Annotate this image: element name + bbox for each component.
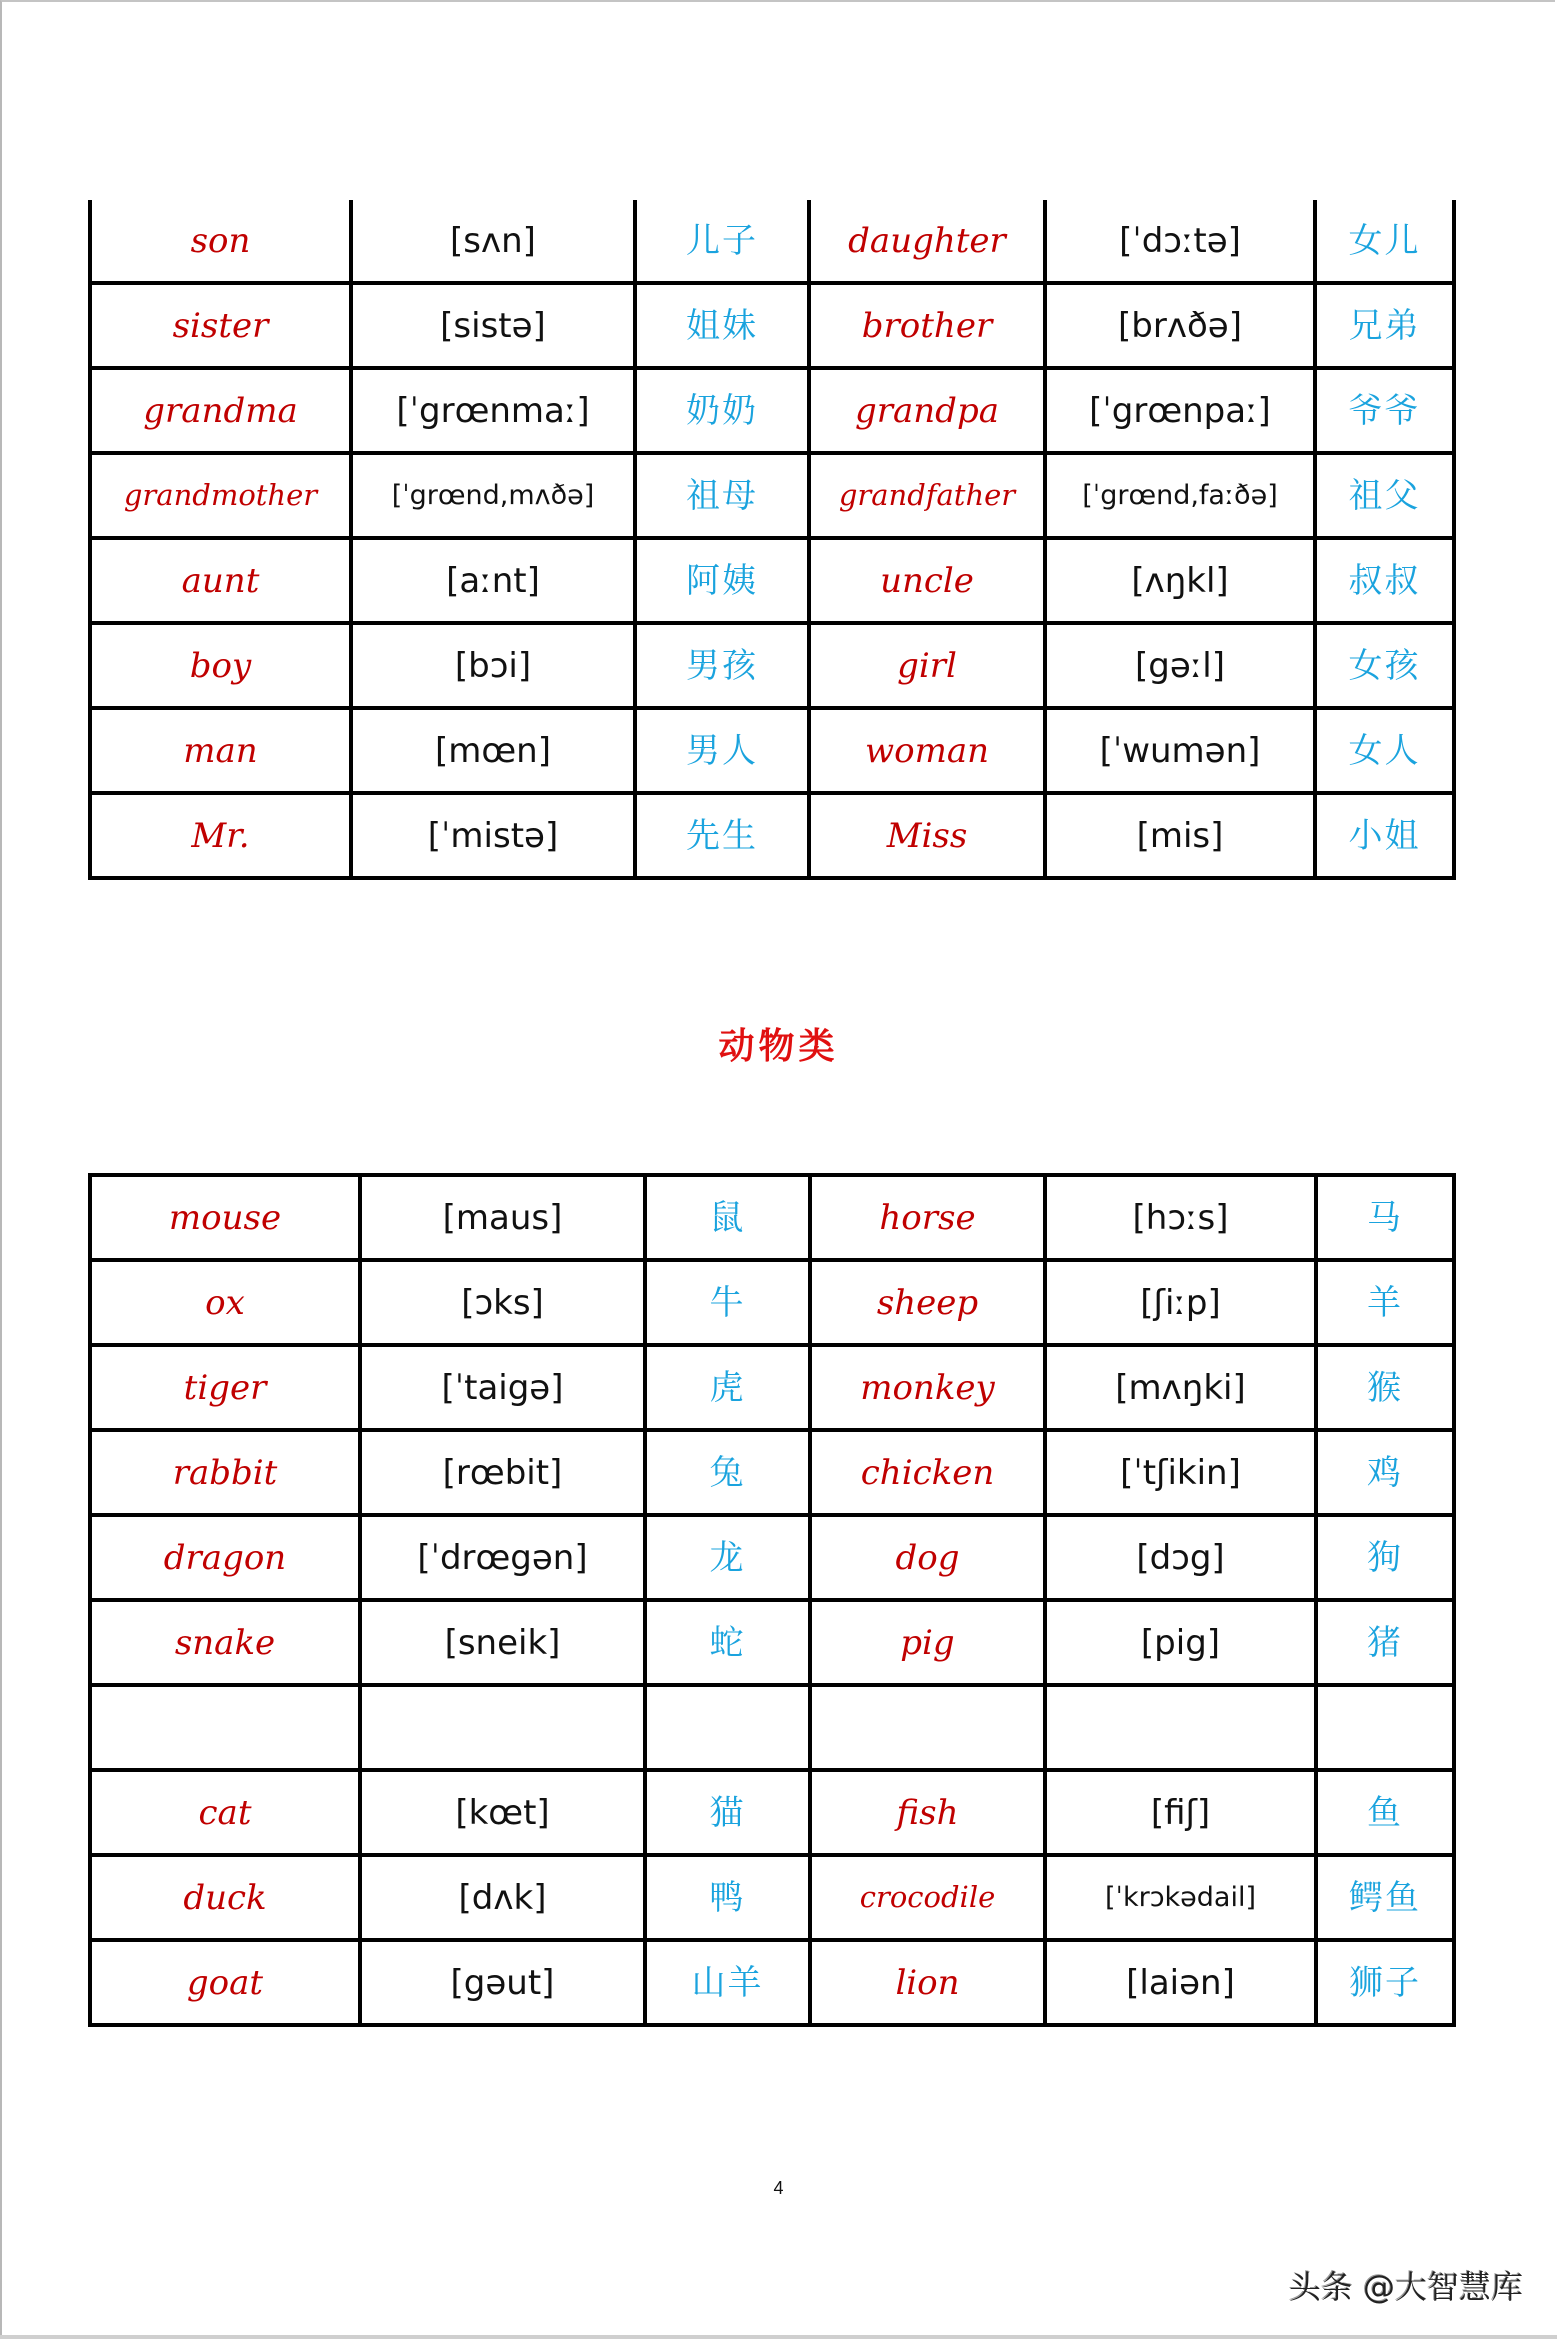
table-row xyxy=(90,1260,1454,1345)
phonetic: [ˈgrœnd,mʌðə] xyxy=(351,453,635,538)
phonetic: [maus] xyxy=(360,1175,645,1260)
phonetic: [mœn] xyxy=(351,708,635,793)
english-word: chicken xyxy=(810,1430,1045,1515)
table-row xyxy=(90,1770,1454,1855)
table-row-empty xyxy=(90,1685,1454,1770)
table-row xyxy=(90,538,1454,623)
english-word: dog xyxy=(810,1515,1045,1600)
english-word: fish xyxy=(810,1770,1045,1855)
phonetic: [rœbit] xyxy=(360,1430,645,1515)
table-row xyxy=(90,200,1454,283)
phonetic: [ˈdɔːtə] xyxy=(1045,200,1315,283)
bottom-edge xyxy=(0,2335,1557,2339)
phonetic: [ˈgrœnmaː] xyxy=(351,368,635,453)
chinese-meaning: 鸭 xyxy=(645,1855,810,1940)
chinese-meaning: 爷爷 xyxy=(1315,368,1454,453)
english-word xyxy=(810,1685,1045,1770)
english-word: ox xyxy=(90,1260,360,1345)
english-word: grandfather xyxy=(809,453,1045,538)
phonetic: [gəut] xyxy=(360,1940,645,2025)
chinese-meaning: 猫 xyxy=(645,1770,810,1855)
table-row xyxy=(90,283,1454,368)
phonetic: [kœt] xyxy=(360,1770,645,1855)
phonetic: [ˈtʃikin] xyxy=(1045,1430,1316,1515)
english-word: monkey xyxy=(810,1345,1045,1430)
english-word: sheep xyxy=(810,1260,1045,1345)
english-word: goat xyxy=(90,1940,360,2025)
table-row xyxy=(90,1430,1454,1515)
english-word: daughter xyxy=(809,200,1045,283)
section-title-animals: 动物类 xyxy=(718,1026,839,1067)
english-word: pig xyxy=(810,1600,1045,1685)
phonetic: [brʌðə] xyxy=(1045,283,1315,368)
chinese-meaning: 女人 xyxy=(1315,708,1454,793)
chinese-meaning: 男孩 xyxy=(635,623,809,708)
english-word: crocodile xyxy=(810,1855,1045,1940)
chinese-meaning: 女儿 xyxy=(1315,200,1454,283)
chinese-meaning: 小姐 xyxy=(1315,793,1454,878)
english-word: woman xyxy=(809,708,1045,793)
table-row xyxy=(90,1600,1454,1685)
phonetic: [mis] xyxy=(1045,793,1315,878)
english-word: horse xyxy=(810,1175,1045,1260)
chinese-meaning: 男人 xyxy=(635,708,809,793)
chinese-meaning: 猪 xyxy=(1316,1600,1454,1685)
phonetic: [fiʃ] xyxy=(1045,1770,1316,1855)
phonetic xyxy=(1045,1685,1316,1770)
chinese-meaning: 狮子 xyxy=(1316,1940,1454,2025)
phonetic: [ˈdrœgən] xyxy=(360,1515,645,1600)
phonetic: [gəːl] xyxy=(1045,623,1315,708)
chinese-meaning: 儿子 xyxy=(635,200,809,283)
phonetic: [dʌk] xyxy=(360,1855,645,1940)
english-word: grandpa xyxy=(809,368,1045,453)
table-row xyxy=(90,1855,1454,1940)
watermark: 头条 @大智慧库 xyxy=(1288,2268,1523,2306)
phonetic: [sneik] xyxy=(360,1600,645,1685)
english-word: grandma xyxy=(90,368,351,453)
chinese-meaning: 奶奶 xyxy=(635,368,809,453)
chinese-meaning: 姐妹 xyxy=(635,283,809,368)
chinese-meaning: 龙 xyxy=(645,1515,810,1600)
phonetic: [ʃiːp] xyxy=(1045,1260,1316,1345)
phonetic: [dɔg] xyxy=(1045,1515,1316,1600)
chinese-meaning xyxy=(645,1685,810,1770)
chinese-meaning: 阿姨 xyxy=(635,538,809,623)
phonetic: [aːnt] xyxy=(351,538,635,623)
chinese-meaning: 兄弟 xyxy=(1315,283,1454,368)
table-row xyxy=(90,1515,1454,1600)
family-vocabulary-table xyxy=(88,200,1456,880)
table-row xyxy=(90,453,1454,538)
phonetic: [ɔks] xyxy=(360,1260,645,1345)
english-word: brother xyxy=(809,283,1045,368)
english-word: dragon xyxy=(90,1515,360,1600)
english-word: rabbit xyxy=(90,1430,360,1515)
chinese-meaning xyxy=(1316,1685,1454,1770)
english-word: mouse xyxy=(90,1175,360,1260)
chinese-meaning: 叔叔 xyxy=(1315,538,1454,623)
chinese-meaning: 蛇 xyxy=(645,1600,810,1685)
english-word: girl xyxy=(809,623,1045,708)
phonetic: [ˈgrœnpaː] xyxy=(1045,368,1315,453)
english-word: son xyxy=(90,200,351,283)
table-row xyxy=(90,793,1454,878)
english-word: aunt xyxy=(90,538,351,623)
phonetic: [bɔi] xyxy=(351,623,635,708)
table-row xyxy=(90,623,1454,708)
phonetic: [sʌn] xyxy=(351,200,635,283)
english-word: tiger xyxy=(90,1345,360,1430)
phonetic: [ˈmistə] xyxy=(351,793,635,878)
table-row xyxy=(90,1940,1454,2025)
table-row xyxy=(90,1175,1454,1260)
animals-vocabulary-table xyxy=(88,1173,1456,2027)
chinese-meaning: 羊 xyxy=(1316,1260,1454,1345)
english-word: grandmother xyxy=(90,453,351,538)
chinese-meaning: 鱼 xyxy=(1316,1770,1454,1855)
chinese-meaning: 祖母 xyxy=(635,453,809,538)
english-word: uncle xyxy=(809,538,1045,623)
phonetic: [ˈwumən] xyxy=(1045,708,1315,793)
english-word xyxy=(90,1685,360,1770)
chinese-meaning: 狗 xyxy=(1316,1515,1454,1600)
english-word: lion xyxy=(810,1940,1045,2025)
phonetic: [mʌŋki] xyxy=(1045,1345,1316,1430)
english-word: sister xyxy=(90,283,351,368)
english-word: duck xyxy=(90,1855,360,1940)
phonetic: [hɔːs] xyxy=(1045,1175,1316,1260)
phonetic: [ˈkrɔkədail] xyxy=(1045,1855,1316,1940)
chinese-meaning: 鼠 xyxy=(645,1175,810,1260)
phonetic: [ʌŋkl] xyxy=(1045,538,1315,623)
chinese-meaning: 鳄鱼 xyxy=(1316,1855,1454,1940)
phonetic: [ˈtaigə] xyxy=(360,1345,645,1430)
table-row xyxy=(90,368,1454,453)
english-word: Mr. xyxy=(90,793,351,878)
phonetic: [sistə] xyxy=(351,283,635,368)
english-word: man xyxy=(90,708,351,793)
phonetic: [ˈgrœnd,faːðə] xyxy=(1045,453,1315,538)
chinese-meaning: 兔 xyxy=(645,1430,810,1515)
chinese-meaning: 祖父 xyxy=(1315,453,1454,538)
page-number: 4 xyxy=(773,2178,784,2198)
chinese-meaning: 鸡 xyxy=(1316,1430,1454,1515)
english-word: Miss xyxy=(809,793,1045,878)
chinese-meaning: 虎 xyxy=(645,1345,810,1430)
english-word: boy xyxy=(90,623,351,708)
phonetic xyxy=(360,1685,645,1770)
table-row xyxy=(90,1345,1454,1430)
chinese-meaning: 山羊 xyxy=(645,1940,810,2025)
table-row xyxy=(90,708,1454,793)
chinese-meaning: 牛 xyxy=(645,1260,810,1345)
english-word: snake xyxy=(90,1600,360,1685)
chinese-meaning: 女孩 xyxy=(1315,623,1454,708)
chinese-meaning: 先生 xyxy=(635,793,809,878)
chinese-meaning: 马 xyxy=(1316,1175,1454,1260)
english-word: cat xyxy=(90,1770,360,1855)
chinese-meaning: 猴 xyxy=(1316,1345,1454,1430)
phonetic: [pig] xyxy=(1045,1600,1316,1685)
phonetic: [laiən] xyxy=(1045,1940,1316,2025)
